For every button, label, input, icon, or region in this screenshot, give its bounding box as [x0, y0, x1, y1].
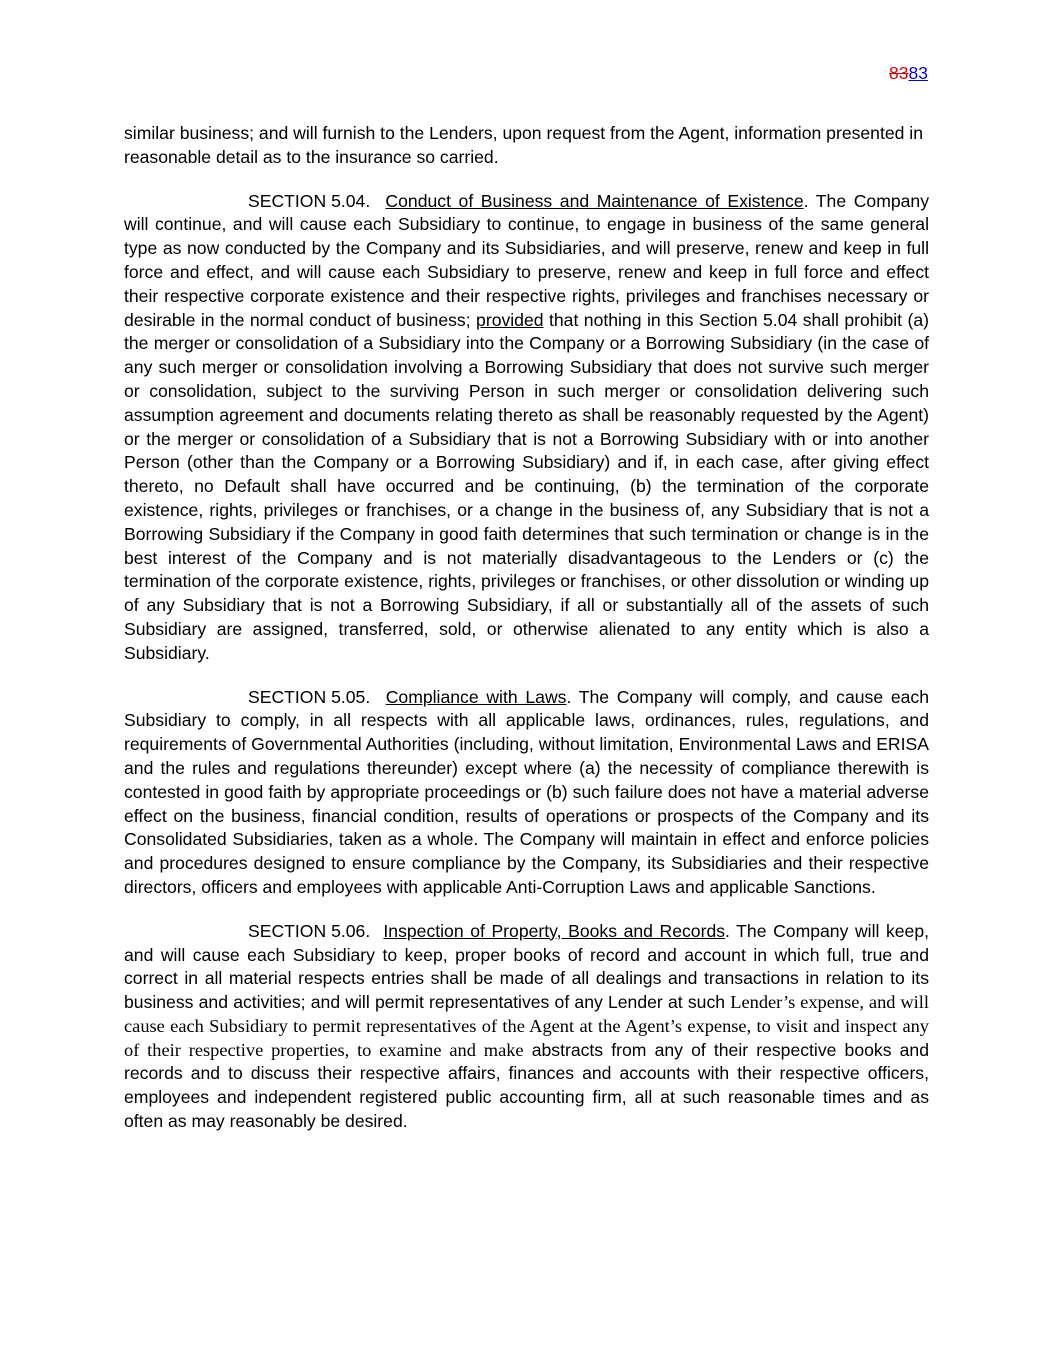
provided-term: provided: [476, 309, 544, 330]
section-5-04-number: SECTION 5.04.: [248, 190, 371, 211]
section-5-04-title: Conduct of Business and Maintenance of Existence: [385, 190, 804, 211]
section-5-06-title: Inspection of Property, Books and Records: [383, 920, 726, 941]
section-5-05-text: . The Company will comply, and cause each Subsidiary to comply, in all respects with all applicable laws, ordinances, rules, regulations, and requirements of Governmental Authorities (including, without limitation, Environmental Laws and ERISA and the rules and regulations thereunder) except where (a) the necessity of compliance therewith is contested in good faith by appropriate proceedings or (b) such failure does not have a material adverse effect on the business, financial condition, results of operations or prospects of the Company and its Consolidated Subsidiaries, taken as a whole. The Company will maintain in effect and enforce policies and procedures designed to ensure compliance by the Company, its Subsidiaries and their respective directors, officers and employees with applicable Anti-Corruption Laws and applicable Sanctions.: [124, 686, 929, 897]
section-5-06: [124, 920, 929, 1134]
page-number-deleted: 83: [889, 63, 909, 83]
section-5-06-number: SECTION 5.06.: [248, 920, 371, 941]
document-body: [124, 122, 929, 1134]
section-5-06-text-2: abstracts from any of their respective books and records and to discuss their respective affairs, finances and accounts with their respective officers, employees and independent registered public accounting firm, all at such reasonable times and as often as may reasonably be desired.: [124, 1039, 929, 1132]
continuation-paragraph: similar business; and will furnish to the Lenders, upon request from the Agent, information presented in reasonable detail as to the insurance so carried.: [124, 123, 924, 167]
section-5-05: [124, 686, 929, 900]
page-number-inserted: 83: [908, 63, 928, 83]
section-5-05-title: Compliance with Laws: [385, 686, 567, 707]
section-5-06-text-serif: Lender’s expense, and will cause each Subsidiary to permit representatives of the Agent at the Agent’s expense, to visit and inspect any of their respective properties, to examine and make: [124, 992, 929, 1060]
section-5-04-text-2: that nothing in this Section 5.04 shall prohibit (a) the merger or consolidation of a Subsidiary into the Company or a Borrowing Subsidiary (in the case of any such merger or consolidation involving a Borrowing Subsidiary that does not survive such merger or consolidation, subject to the surviving Person in such merger or consolidation delivering such assumption agreement and documents relating thereto as shall be reasonably requested by the Agent) or the merger or consolidation of a Subsidiary that is not a Borrowing Subsidiary with or into another Person (other than the Company or a Borrowing Subsidiary) and if, in each case, after giving effect thereto, no Default shall have occurred and be continuing, (b) the termination of the corporate existence, rights, privileges or franchises, or a change in the business of, any Subsidiary that is not a Borrowing Subsidiary if the Company in good faith determines that such termination or change is in the best interest of the Company and is not materially disadvantageous to the Lenders or (c) the termination of the corporate existence, rights, privileges or franchises, or other dissolution or winding up of any Subsidiary that is not a Borrowing Subsidiary, if all or substantially all of the assets of such Subsidiary are assigned, transferred, sold, or otherwise alienated to any entity which is also a Subsidiary.: [124, 309, 929, 663]
section-5-04-text-1: . The Company will continue, and will cause each Subsidiary to continue, to engage in business of the same general type as now conducted by the Company and its Subsidiaries, and will preserve, renew and keep in full force and effect, and will cause each Subsidiary to preserve, renew and keep in full force and effect their respective corporate existence and their respective rights, privileges and franchises necessary or desirable in the normal conduct of business;: [124, 190, 929, 330]
page-number: [889, 62, 928, 84]
section-5-06-text-1: . The Company will keep, and will cause each Subsidiary to keep, proper books of record and account in which full, true and correct in all material respects entries shall be made of all dealings and transactions in relation to its business and activities; and will permit representatives of any Lender at such: [124, 920, 930, 1013]
section-5-04: [124, 190, 929, 666]
section-5-05-number: SECTION 5.05.: [248, 686, 371, 707]
